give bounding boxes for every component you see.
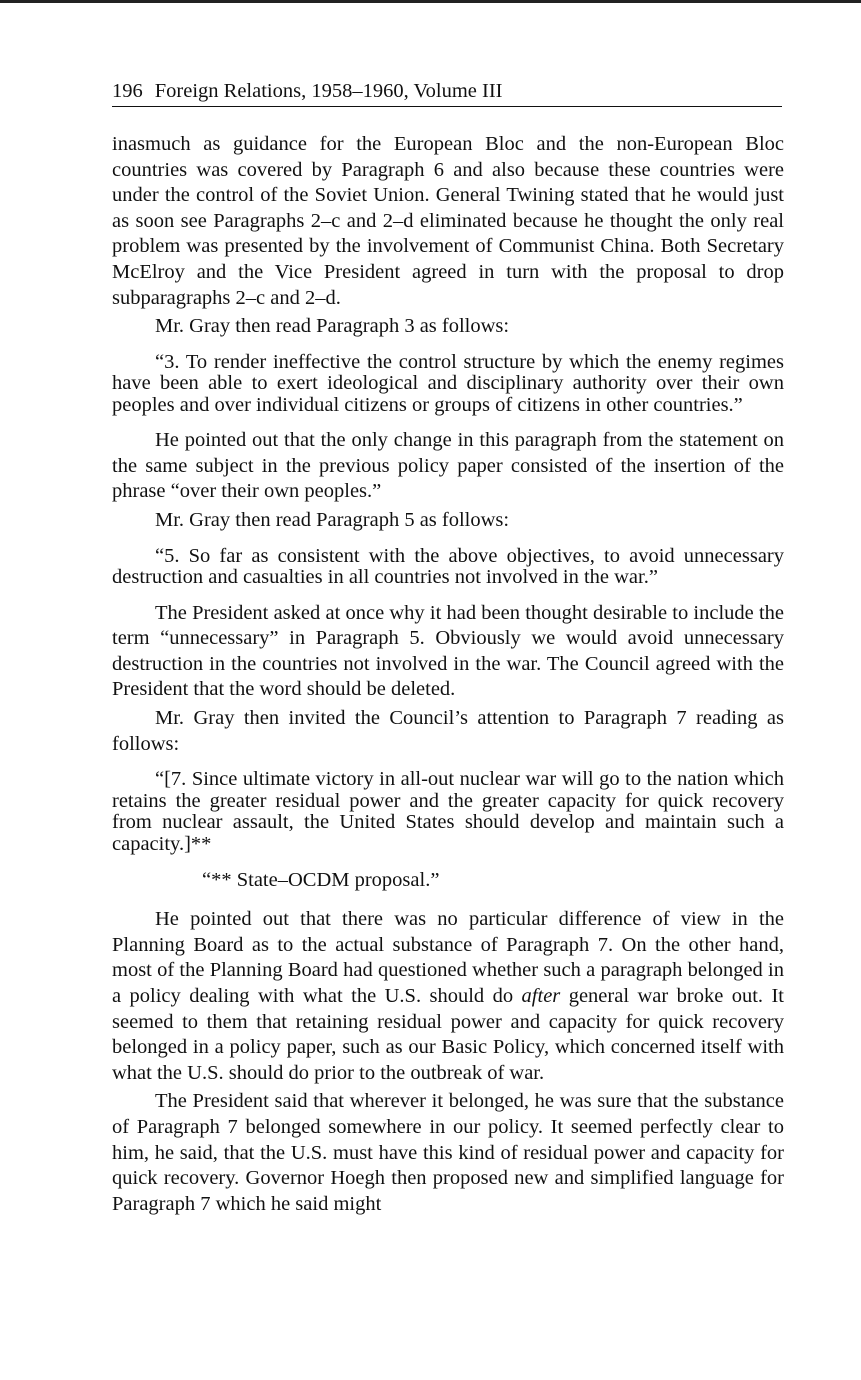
- paragraph-president-unnecessary: The President asked at once why it had been thought desirable to include the term “unnecessary” in Paragraph 5. Obviously we would avoid unnecessary destruction in the countries not involved in the war. The Council agreed with the President that the word should be deleted.: [112, 601, 784, 701]
- quote-paragraph-7: “[7. Since ultimate victory in all-out nuclear war will go to the nation which retains the greater residual power and the greater capacity for quick recovery from nuclear assault, the United States should develop and maintain such a capacity.]**: [112, 768, 784, 855]
- quote-paragraph-5: “5. So far as consistent with the above objectives, to avoid unnecessary destruction and casualties in all countries not involved in the war.”: [112, 544, 784, 589]
- paragraph-planning-board-part1: He pointed out that there was no particular difference of view in the Planning Board as to the actual substance of Paragraph 7. On the other hand, most of the Planning Board had questioned whether such a paragraph belonged in a policy dealing with what the U.S. should do: [112, 908, 784, 1007]
- paragraph-planning-board: [112, 907, 784, 1086]
- paragraph-change-note: He pointed out that the only change in this paragraph from the statement on the same subject in the previous policy paper consisted of the insertion of the phrase “over their own peoples.”: [112, 429, 784, 503]
- top-edge-rule: [0, 0, 861, 3]
- paragraph-continued: inasmuch as guidance for the European Bloc and the non-European Bloc countries was covered by Paragraph 6 and also because these countries were under the control of the Soviet Union. General Twining stated that he would just as soon see Paragraphs 2–c and 2–d eliminated because he thought the only real problem was presented by the involvement of Communist China. Both Secretary McElroy and the Vice President agreed in turn with the proposal to drop subparagraphs 2–c and 2–d.: [112, 133, 784, 309]
- paragraph-president-residual-power: The President said that wherever it belonged, he was sure that the substance of Paragraph 7 belonged somewhere in our policy. It seemed perfectly clear to him, he said, that the U.S. must have this kind of residual power and capacity for quick recovery. Governor Hoegh then proposed new and simplified language for Paragraph 7 which he said might: [112, 1090, 784, 1215]
- paragraph-planning-board-part2: general war broke out. It seemed to them that retaining residual power and capacity for quick recovery belonged in a policy paper, such as our Basic Policy, which concerned itself with what the U.S. should do prior to the outbreak of war.: [112, 984, 784, 1084]
- paragraph-gray-reads-3: Mr. Gray then read Paragraph 3 as follows:: [155, 315, 510, 338]
- emphasis-after: after: [521, 984, 561, 1007]
- quote-footnote: “** State–OCDM proposal.”: [202, 869, 440, 892]
- paragraph-gray-reads-5: Mr. Gray then read Paragraph 5 as follows:: [155, 509, 510, 532]
- running-header: [112, 76, 782, 107]
- quote-paragraph-3: “3. To render ineffective the control structure by which the enemy regimes have been able to exert ideological and disciplinary authority over their own peoples and over individual citizens or groups of citizens in other countries.”: [112, 350, 784, 416]
- page-number: 196: [112, 80, 143, 102]
- paragraph-gray-invites-7: Mr. Gray then invited the Council’s attention to Paragraph 7 reading as follows:: [112, 707, 784, 755]
- volume-title: Foreign Relations, 1958–1960, Volume III: [154, 80, 503, 102]
- page-body: [112, 132, 784, 1217]
